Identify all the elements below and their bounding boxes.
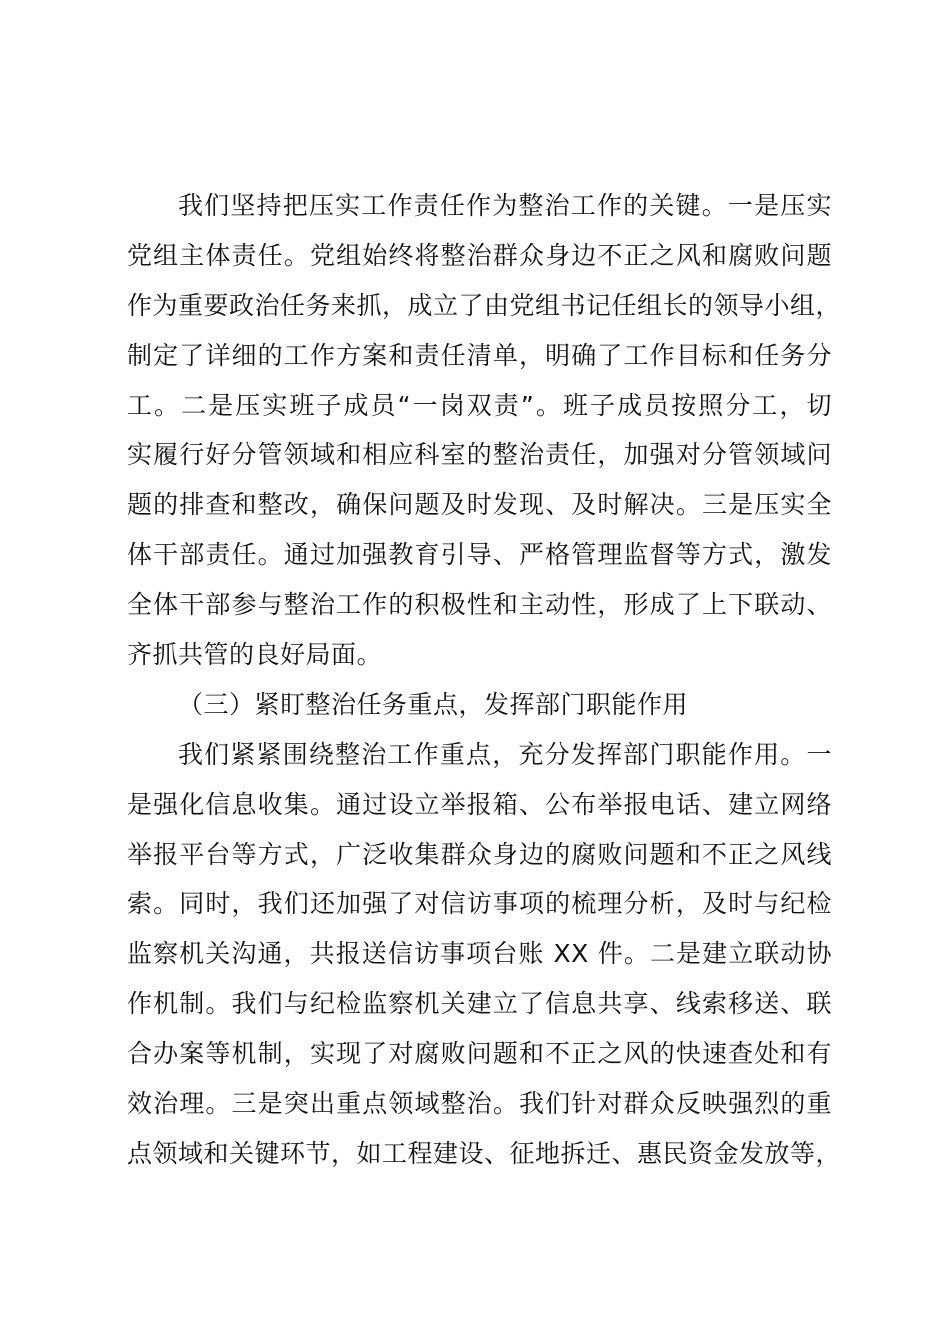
text-line: 作为重要政治任务来抓，成立了由党组书记任组长的领导小组， <box>127 290 842 320</box>
text-line: 题的排查和整改，确保问题及时发现、及时解决。三是压实全 <box>127 490 832 520</box>
text-line: 制定了详细的工作方案和责任清单，明确了工作目标和任务分 <box>127 340 832 370</box>
text-line: 合办案等机制，实现了对腐败问题和不正之风的快速查处和有 <box>127 1039 832 1069</box>
text-line: 监察机关沟通，共报送信访事项台账 XX 件。二是建立联动协 <box>127 939 832 969</box>
text-line: 我们紧紧围绕整治工作重点，充分发挥部门职能作用。一 <box>178 739 832 769</box>
document-body <box>127 181 842 1179</box>
text-line: 点领域和关键环节，如工程建设、征地拆迁、惠民资金发放等， <box>127 1138 842 1168</box>
section-heading-text: （三）紧盯整治任务重点，发挥部门职能作用 <box>178 689 689 719</box>
text-line: 体干部责任。通过加强教育引导、严格管理监督等方式，激发 <box>127 540 832 570</box>
text-line: 党组主体责任。党组始终将整治群众身边不正之风和腐败问题 <box>127 240 832 270</box>
text-line: 作机制。我们与纪检监察机关建立了信息共享、线索移送、联 <box>127 989 832 1019</box>
text-line: 全体干部参与整治工作的积极性和主动性，形成了上下联动、 <box>127 590 832 620</box>
text-line: 齐抓共管的良好局面。 <box>127 640 383 670</box>
text-line: 是强化信息收集。通过设立举报箱、公布举报电话、建立网络 <box>127 789 832 819</box>
section-heading <box>127 680 832 730</box>
text-line: 工。二是压实班子成员“一岗双责”。班子成员按照分工，切 <box>127 390 832 420</box>
paragraph-department-function <box>127 730 842 1179</box>
text-line: 效治理。三是突出重点领域整治。我们针对群众反映强烈的重 <box>127 1089 832 1119</box>
text-line: 索。同时，我们还加强了对信访事项的梳理分析，及时与纪检 <box>127 889 832 919</box>
text-line: 实履行好分管领域和相应科室的整治责任，加强对分管领域问 <box>127 440 832 470</box>
text-line: 举报平台等方式，广泛收集群众身边的腐败问题和不正之风线 <box>127 839 832 869</box>
text-line: 我们坚持把压实工作责任作为整治工作的关键。一是压实 <box>178 191 832 220</box>
paragraph-responsibility <box>127 181 842 680</box>
